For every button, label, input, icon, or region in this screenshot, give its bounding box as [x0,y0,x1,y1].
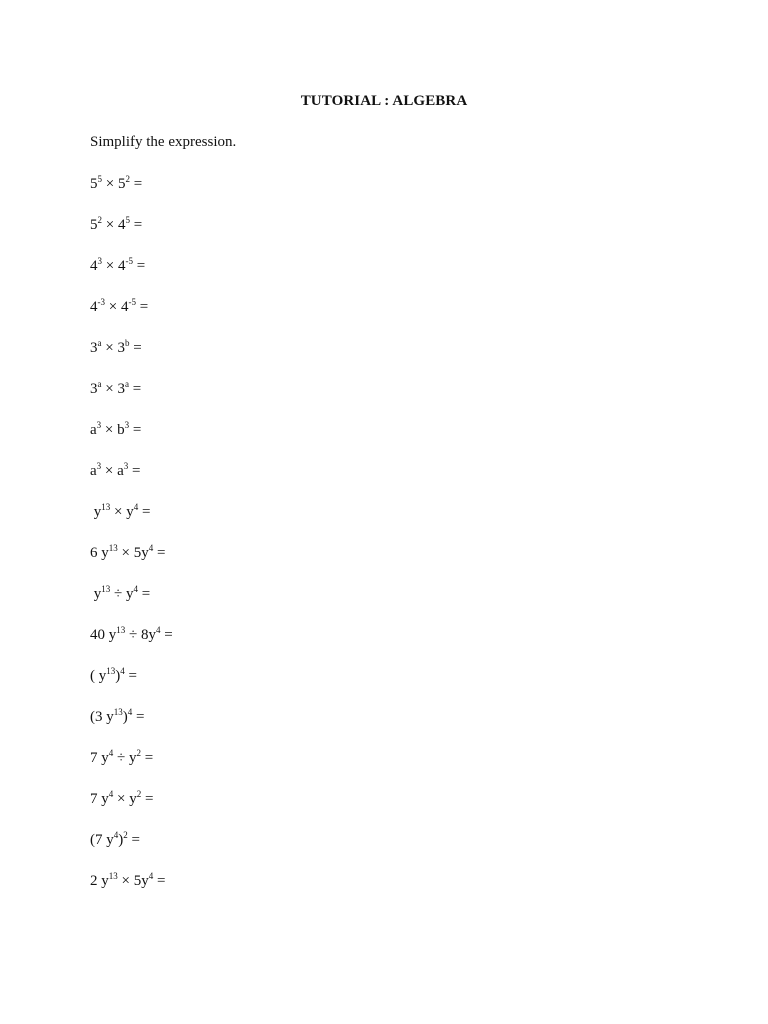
problem-expression [90,462,173,503]
expression-text: ( y [90,668,107,684]
expression-text: (3 y [90,709,114,725]
expression-text: × y [113,791,137,807]
problem-expression [90,872,173,913]
exponent: 2 [97,215,102,225]
exponent: -5 [128,297,136,307]
exponent: 3 [124,420,130,430]
exponent: 4 [133,502,139,512]
expression-text: 3 [90,381,98,397]
exponent: 5 [125,215,130,225]
exponent: 4 [108,789,114,799]
problem-expression [90,585,173,626]
expression-text: × 4 [105,299,129,315]
exponent: b [124,338,130,348]
problem-expression [90,544,173,585]
exponent: 2 [125,174,130,184]
expression-text: 4 [90,258,98,274]
expression-text: ) [122,709,128,725]
expression-text: = [153,545,166,561]
problem-expression [90,421,173,462]
instruction-text: Simplify the expression. [90,134,237,150]
expression-text: × 4 [102,217,126,233]
problem-expression [90,708,173,749]
expression-text: × 4 [102,258,126,274]
problem-expression [90,339,173,380]
expression-text: 7 y [90,791,109,807]
exponent: -5 [125,256,133,266]
exponent: 13 [113,707,123,717]
problem-expression [90,380,173,421]
exponent: 3 [123,461,129,471]
expression-text: ) [118,832,124,848]
page-title: TUTORIAL : ALGEBRA [300,93,468,109]
problem-expression [90,626,173,667]
expression-text: = [137,586,151,602]
expression-text: × b [101,422,125,438]
expression-text: = [129,217,143,233]
exponent: 4 [120,666,125,676]
problem-expression [90,667,173,708]
exponent: 3 [96,461,102,471]
exponent: 2 [136,748,141,758]
exponent: 4 [148,871,154,881]
exponent: 13 [108,543,118,553]
exponent: a [124,379,129,389]
expression-text: ÷ y [113,750,137,766]
exponent: 4 [127,707,133,717]
expression-text: = [153,873,166,889]
expression-text: 2 y [90,873,109,889]
exponent: 3 [96,420,102,430]
expression-text: (7 y [90,832,114,848]
exponent: a [97,338,102,348]
exponent: 13 [116,625,126,635]
expression-text: = [129,422,142,438]
expression-text: 5 [90,217,98,233]
expression-text: 3 [90,340,98,356]
exponent: 4 [148,543,154,553]
expression-text: 40 y [90,627,117,643]
problem-expression [90,749,173,790]
expression-text: × 3 [101,340,125,356]
exponent: 2 [136,789,142,799]
expression-text: = [141,791,154,807]
exponent: 4 [113,830,119,840]
exponent: 4 [155,625,161,635]
problem-expression [90,831,173,872]
exponent: 13 [101,584,111,594]
exponent: 3 [97,256,102,266]
expression-text: ÷ 8y [125,627,156,643]
expression-text: = [128,381,142,397]
expression-text: ) [115,668,121,684]
exponent: 5 [97,174,102,184]
expression-text: 4 [90,299,98,315]
problem-expression [90,257,173,298]
exponent: a [97,379,102,389]
problem-expression [90,298,173,339]
expression-text: ÷ y [110,586,134,602]
problem-expression [90,216,173,257]
problem-expression [90,503,173,544]
exponent: 4 [133,584,138,594]
expression-text: = [138,504,151,520]
expression-text: a [90,463,97,479]
exponent: 13 [108,871,118,881]
expression-text: × 5y [117,545,149,561]
expression-text: × 5 [102,176,126,192]
expression-text: = [128,463,141,479]
expression-text: × y [110,504,134,520]
expression-text: × a [101,463,124,479]
problem-expression [90,175,173,216]
expression-text: × 5y [117,873,149,889]
expression-text: = [135,299,149,315]
expression-text: 7 y [90,750,109,766]
expression-text: = [129,176,143,192]
expression-text: 5 [90,176,98,192]
expression-text: = [129,340,142,356]
expression-text: = [132,258,146,274]
expression-text: = [140,750,154,766]
expression-text: = [124,668,137,684]
exponent: 2 [123,830,128,840]
expression-text: = [127,832,140,848]
exponent: 13 [106,666,116,676]
expression-text: = [132,709,145,725]
expression-text: a [90,422,97,438]
problem-expression [90,790,173,831]
expression-text: = [160,627,173,643]
exponent: 13 [101,502,111,512]
expression-text: y [90,504,102,520]
expression-text: 6 y [90,545,109,561]
exponent: 4 [108,748,114,758]
expression-text: y [90,586,102,602]
expression-text: × 3 [101,381,125,397]
problem-list [90,175,173,913]
exponent: -3 [97,297,105,307]
